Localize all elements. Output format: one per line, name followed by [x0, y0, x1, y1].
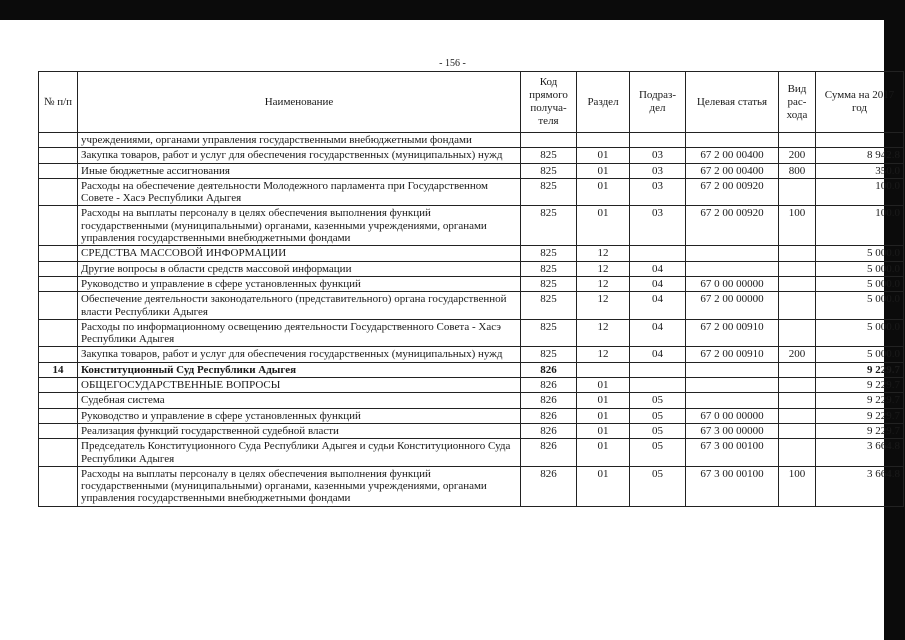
cell-name: Руководство и управление в сфере установленных функций — [78, 408, 521, 423]
cell-name: Расходы на обеспечение деятельности Молодежного парламента при Государственном Совете - Хасэ Республики Адыгея — [78, 178, 521, 206]
cell-name: СРЕДСТВА МАССОВОЙ ИНФОРМАЦИИ — [78, 246, 521, 261]
cell-subsection: 05 — [630, 393, 686, 408]
cell-num — [39, 319, 78, 347]
cell-sum: 9 229.7 — [816, 362, 904, 377]
header-type: Вид рас-хода — [779, 72, 816, 133]
cell-code: 826 — [521, 393, 577, 408]
cell-num — [39, 276, 78, 291]
cell-subsection: 04 — [630, 319, 686, 347]
cell-sum: 5 000.0 — [816, 347, 904, 362]
cell-num — [39, 378, 78, 393]
cell-section: 12 — [577, 246, 630, 261]
table-row — [39, 423, 904, 438]
table-row — [39, 378, 904, 393]
cell-num — [39, 408, 78, 423]
cell-type: 200 — [779, 347, 816, 362]
table-row — [39, 246, 904, 261]
cell-name: Расходы по информационному освещению деятельности Государственного Совета - Хасэ Республики Адыгея — [78, 319, 521, 347]
cell-sum: 3 664.8 — [816, 439, 904, 467]
table-row — [39, 276, 904, 291]
cell-name: Закупка товаров, работ и услуг для обеспечения государственных (муниципальных) нужд — [78, 148, 521, 163]
cell-type: 800 — [779, 163, 816, 178]
cell-target — [686, 393, 779, 408]
cell-num — [39, 261, 78, 276]
cell-section: 01 — [577, 148, 630, 163]
cell-sum: 5 000.0 — [816, 319, 904, 347]
header-name: Наименование — [78, 72, 521, 133]
cell-target: 67 3 00 00100 — [686, 466, 779, 506]
cell-num — [39, 178, 78, 206]
cell-type: 100 — [779, 206, 816, 246]
page-number: - 156 - — [439, 58, 466, 69]
cell-section: 01 — [577, 408, 630, 423]
cell-name: Председатель Конституционного Суда Республики Адыгея и судьи Конституционного Суда Республики Адыгея — [78, 439, 521, 467]
header-section: Раздел — [577, 72, 630, 133]
cell-name: Обеспечение деятельности законодательного (представительного) органа государственной власти Республики Адыгея — [78, 292, 521, 320]
cell-subsection — [630, 133, 686, 148]
cell-num — [39, 246, 78, 261]
cell-num — [39, 439, 78, 467]
cell-target: 67 3 00 00000 — [686, 423, 779, 438]
cell-section: 01 — [577, 163, 630, 178]
cell-sum: 100.0 — [816, 178, 904, 206]
cell-name: Реализация функций государственной судебной власти — [78, 423, 521, 438]
cell-section: 01 — [577, 378, 630, 393]
cell-sum: 8 942.8 — [816, 148, 904, 163]
header-subsection: Подраз-дел — [630, 72, 686, 133]
cell-num — [39, 466, 78, 506]
cell-sum: 9 229.7 — [816, 408, 904, 423]
cell-name: ОБЩЕГОСУДАРСТВЕННЫЕ ВОПРОСЫ — [78, 378, 521, 393]
cell-type — [779, 178, 816, 206]
cell-code: 825 — [521, 163, 577, 178]
cell-sum: 5 000.0 — [816, 292, 904, 320]
cell-sum: 5 000.0 — [816, 261, 904, 276]
cell-target: 67 2 00 00920 — [686, 206, 779, 246]
cell-section: 01 — [577, 466, 630, 506]
cell-section: 01 — [577, 178, 630, 206]
scan-top-border — [0, 0, 905, 20]
cell-num — [39, 347, 78, 362]
cell-num — [39, 423, 78, 438]
cell-target: 67 2 00 00910 — [686, 319, 779, 347]
cell-type — [779, 362, 816, 377]
table-row — [39, 148, 904, 163]
cell-type — [779, 133, 816, 148]
cell-target: 67 2 00 00400 — [686, 163, 779, 178]
cell-type — [779, 292, 816, 320]
table-row — [39, 408, 904, 423]
cell-code: 825 — [521, 206, 577, 246]
table-body — [39, 133, 904, 507]
cell-section: 12 — [577, 276, 630, 291]
table-row — [39, 319, 904, 347]
table-row — [39, 393, 904, 408]
cell-name: учреждениями, органами управления государственными внебюджетными фондами — [78, 133, 521, 148]
cell-name: Руководство и управление в сфере установленных функций — [78, 276, 521, 291]
cell-name: Закупка товаров, работ и услуг для обеспечения государственных (муниципальных) нужд — [78, 347, 521, 362]
cell-target — [686, 362, 779, 377]
cell-code: 826 — [521, 439, 577, 467]
cell-num: 14 — [39, 362, 78, 377]
cell-sum: 350.0 — [816, 163, 904, 178]
cell-code: 825 — [521, 292, 577, 320]
table-row — [39, 347, 904, 362]
cell-subsection — [630, 246, 686, 261]
cell-num — [39, 133, 78, 148]
cell-code: 826 — [521, 423, 577, 438]
cell-section: 12 — [577, 292, 630, 320]
cell-section: 12 — [577, 347, 630, 362]
header-sum: Сумма на 2017 год — [816, 72, 904, 133]
cell-code: 825 — [521, 246, 577, 261]
table-row — [39, 163, 904, 178]
cell-code — [521, 133, 577, 148]
cell-target: 67 2 00 00000 — [686, 292, 779, 320]
cell-name: Конституционный Суд Республики Адыгея — [78, 362, 521, 377]
cell-target: 67 2 00 00400 — [686, 148, 779, 163]
table-row — [39, 261, 904, 276]
cell-num — [39, 148, 78, 163]
cell-type — [779, 439, 816, 467]
cell-code: 825 — [521, 148, 577, 163]
cell-num — [39, 393, 78, 408]
cell-type: 200 — [779, 148, 816, 163]
cell-section: 01 — [577, 439, 630, 467]
cell-code: 826 — [521, 466, 577, 506]
cell-num — [39, 206, 78, 246]
cell-subsection: 03 — [630, 163, 686, 178]
cell-subsection: 05 — [630, 439, 686, 467]
cell-target: 67 2 00 00910 — [686, 347, 779, 362]
cell-subsection: 05 — [630, 423, 686, 438]
cell-code: 826 — [521, 408, 577, 423]
cell-target: 67 3 00 00100 — [686, 439, 779, 467]
cell-target: 67 2 00 00920 — [686, 178, 779, 206]
cell-section: 12 — [577, 319, 630, 347]
cell-sum: 5 000.0 — [816, 246, 904, 261]
cell-type — [779, 261, 816, 276]
cell-section — [577, 133, 630, 148]
cell-target — [686, 378, 779, 393]
cell-name: Другие вопросы в области средств массовой информации — [78, 261, 521, 276]
cell-section: 01 — [577, 423, 630, 438]
cell-subsection: 03 — [630, 148, 686, 163]
cell-code: 826 — [521, 378, 577, 393]
cell-section: 01 — [577, 393, 630, 408]
cell-type: 100 — [779, 466, 816, 506]
table-row — [39, 133, 904, 148]
cell-target — [686, 246, 779, 261]
cell-subsection — [630, 362, 686, 377]
table-row — [39, 206, 904, 246]
cell-subsection: 04 — [630, 261, 686, 276]
cell-sum — [816, 133, 904, 148]
cell-section: 01 — [577, 206, 630, 246]
cell-target — [686, 133, 779, 148]
cell-type — [779, 423, 816, 438]
cell-code: 826 — [521, 362, 577, 377]
cell-subsection: 05 — [630, 466, 686, 506]
cell-sum: 9 229.7 — [816, 393, 904, 408]
table-row — [39, 439, 904, 467]
budget-table — [38, 71, 904, 507]
cell-type — [779, 393, 816, 408]
cell-num — [39, 163, 78, 178]
cell-subsection: 05 — [630, 408, 686, 423]
cell-type — [779, 246, 816, 261]
cell-num — [39, 292, 78, 320]
table-header-row — [39, 72, 904, 133]
cell-name: Судебная система — [78, 393, 521, 408]
cell-type — [779, 408, 816, 423]
cell-code: 825 — [521, 319, 577, 347]
cell-section — [577, 362, 630, 377]
cell-type — [779, 319, 816, 347]
cell-sum: 9 229.7 — [816, 423, 904, 438]
cell-type — [779, 276, 816, 291]
cell-name: Расходы на выплаты персоналу в целях обеспечения выполнения функций государственными (муниципальными) органами, казенными учреждениями, органами управления государственными внебюджетными фондами — [78, 206, 521, 246]
header-target: Целевая статья — [686, 72, 779, 133]
cell-code: 825 — [521, 347, 577, 362]
header-code: Код прямого получа-теля — [521, 72, 577, 133]
cell-name: Иные бюджетные ассигнования — [78, 163, 521, 178]
cell-subsection: 03 — [630, 178, 686, 206]
cell-sum: 5 000.0 — [816, 276, 904, 291]
cell-subsection: 04 — [630, 347, 686, 362]
cell-subsection: 03 — [630, 206, 686, 246]
cell-name: Расходы на выплаты персоналу в целях обеспечения выполнения функций государственными (муниципальными) органами, казенными учреждениями, органами управления государственными внебюджетными фондами — [78, 466, 521, 506]
table-row — [39, 292, 904, 320]
cell-code: 825 — [521, 276, 577, 291]
cell-target: 67 0 00 00000 — [686, 408, 779, 423]
cell-subsection: 04 — [630, 292, 686, 320]
table-row — [39, 466, 904, 506]
cell-sum: 9 229.7 — [816, 378, 904, 393]
cell-code: 825 — [521, 261, 577, 276]
cell-target: 67 0 00 00000 — [686, 276, 779, 291]
cell-sum: 3 664.8 — [816, 466, 904, 506]
cell-type — [779, 378, 816, 393]
table-row — [39, 178, 904, 206]
cell-subsection: 04 — [630, 276, 686, 291]
cell-subsection — [630, 378, 686, 393]
cell-target — [686, 261, 779, 276]
table-row — [39, 362, 904, 377]
cell-code: 825 — [521, 178, 577, 206]
cell-section: 12 — [577, 261, 630, 276]
cell-sum: 100.0 — [816, 206, 904, 246]
header-num: № п/п — [39, 72, 78, 133]
